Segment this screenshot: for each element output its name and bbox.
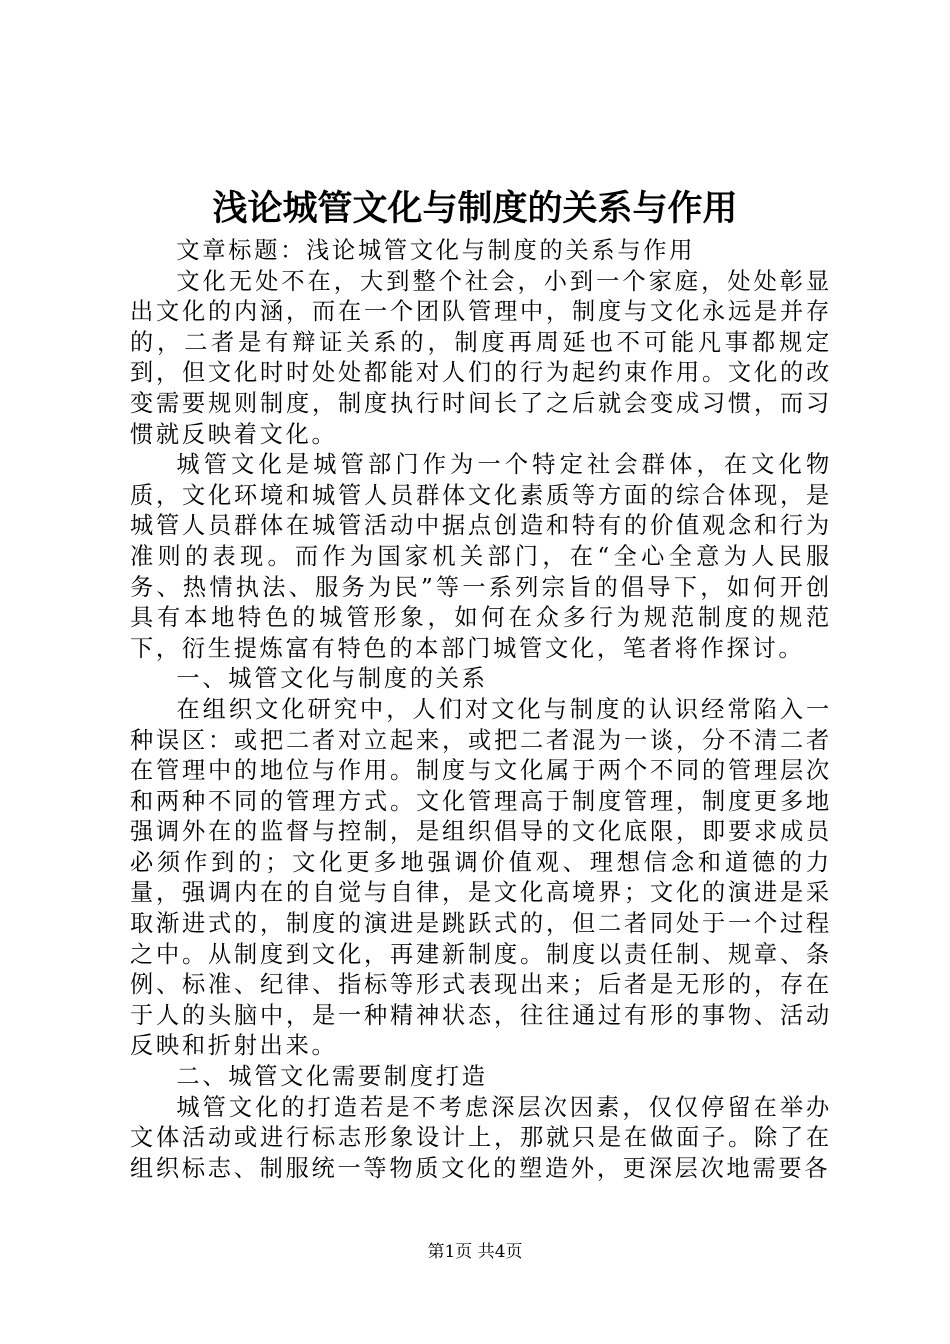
paragraph-chengguan-culture: 城管文化是城管部门作为一个特定社会群体，在文化物质，文化环境和城管人员群体文化素质等方面的综合体现，是城管人员群体在城管活动中据点创造和特有的价值观念和行为准则的表现。而作为国家机关部门，在“全心全意为人民服务、热情执法、服务为民”等一系列宗旨的倡导下，如何开创具有本地特色的城管形象，如何在众多行为规范制度的规范下，衍生提炼富有特色的本部门城管文化，笔者将作探讨。 [130, 451, 832, 662]
section-heading-1: 一、城管文化与制度的关系 [176, 665, 488, 693]
paragraph-intro: 文化无处不在，大到整个社会，小到一个家庭，处处彰显出文化的内涵，而在一个团队管理中，制度与文化永远是并存的，二者是有辩证关系的，制度再周延也不可能凡事都规定到，但文化时时处处都能对人们的行为起约束作用。文化的改变需要规则制度，制度执行时间长了之后就会变成习惯，而习惯就反映着文化。 [130, 267, 832, 448]
paragraph-culture-and-system: 在组织文化研究中，人们对文化与制度的认识经常陷入一种误区：或把二者对立起来，或把二者混为一谈，分不清二者在管理中的地位与作用。制度与文化属于两个不同的管理层次和两种不同的管理方式。文化管理高于制度管理，制度更多地强调外在的监督与控制，是组织倡导的文化底限，即要求成员必须作到的；文化更多地强调价值观、理想信念和道德的力量，强调内在的自觉与自律，是文化高境界；文化的演进是采取渐进式的，制度的演进是跳跃式的，但二者同处于一个过程之中。从制度到文化，再建新制度。制度以责任制、规章、条例、标准、纪律、指标等形式表现出来；后者是无形的，存在于人的头脑中，是一种精神状态，往往通过有形的事物、活动反映和折射出来。 [130, 695, 832, 1060]
document-body [130, 236, 832, 1184]
section-heading-2: 二、城管文化需要制度打造 [176, 1063, 488, 1091]
paragraph-culture-building: 城管文化的打造若是不考虑深层次因素，仅仅停留在举办文体活动或进行标志形象设计上，那就只是在做面子。除了在组织标志、制服统一等物质文化的塑造外，更深层次地需要各 [130, 1093, 832, 1182]
document-title: 浅论城管文化与制度的关系与作用 [212, 188, 738, 229]
paragraph-article-heading: 文章标题：浅论城管文化与制度的关系与作用 [176, 237, 696, 264]
page-number-footer: 第1页 共4页 [427, 1242, 523, 1262]
